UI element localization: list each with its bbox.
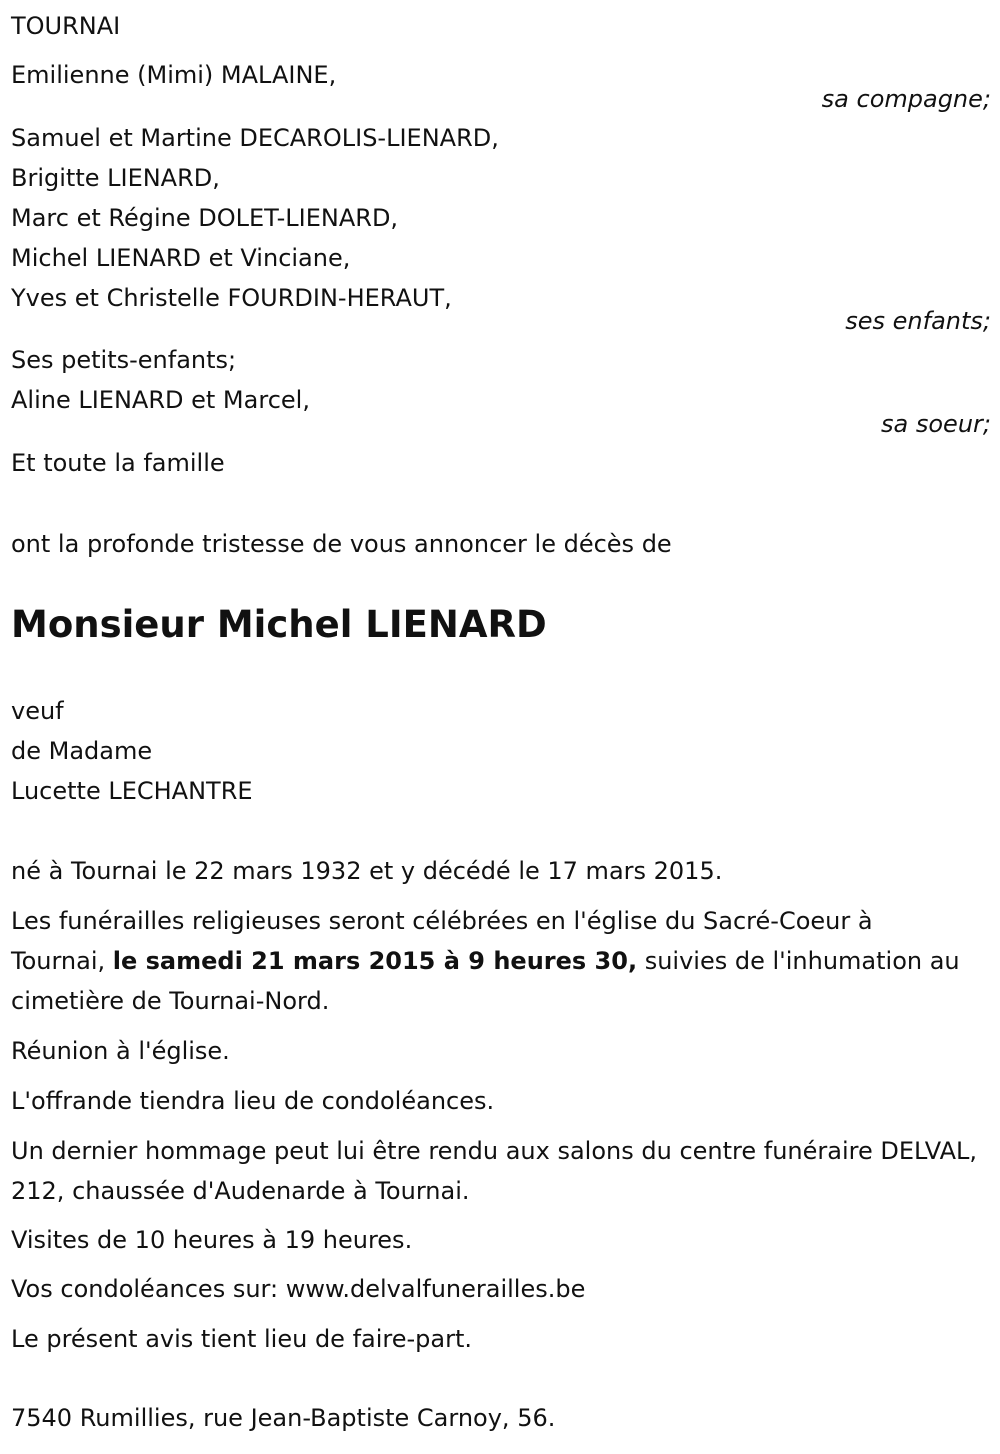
widower-line: de Madame [11,737,153,765]
sister-name: Aline LIENARD et Marcel, [11,386,310,414]
address-line: 7540 Rumillies, rue Jean-Baptiste Carnoy, 56. [11,1404,556,1432]
all-family-line: Et toute la famille [11,449,225,477]
note-item: Un dernier hommage peut lui être rendu aux salons du centre funéraire DELVAL, 212, chaussée d'Audenarde à Tournai. [11,1137,978,1205]
child-item: Marc et Régine DOLET-LIENARD, [11,204,399,232]
child-item: Michel LIENARD et Vinciane, [11,244,351,272]
birth-death-line: né à Tournai le 22 mars 1932 et y décédé le 17 mars 2015. [11,857,723,885]
child-item: Yves et Christelle FOURDIN-HERAUT, [11,284,452,312]
child-item: Samuel et Martine DECAROLIS-LIENARD, [11,124,499,152]
widower-block [11,691,253,811]
funeral-date-time: le samedi 21 mars 2015 à 9 heures 30, [112,947,638,975]
condolences-link-line: Vos condoléances sur: www.delvalfunerailles.be [11,1275,586,1303]
note-item: L'offrande tiendra lieu de condoléances. [11,1087,495,1115]
deceased-name: Monsieur Michel LIENARD [11,603,547,646]
city-heading: TOURNAI [11,12,121,40]
funeral-paragraph [11,901,971,1021]
sister-role: sa soeur; [881,410,991,438]
widower-line: Lucette LECHANTRE [11,777,253,805]
children-role: ses enfants; [845,307,991,335]
funeral-text-before: Les funérailles religieuses seront célébrées en l'église du Sacré-Coeur à Tournai, [11,907,873,975]
companion-name: Emilienne (Mimi) MALAINE, [11,61,337,89]
note-item: Le présent avis tient lieu de faire-part. [11,1325,473,1353]
grandchildren-line: Ses petits-enfants; [11,346,237,374]
widower-line: veuf [11,697,64,725]
funeral-text-after: suivies de l'inhumation au cimetière de Tournai-Nord. [11,947,960,1015]
note-item: Visites de 10 heures à 19 heures. [11,1226,413,1254]
companion-role: sa compagne; [821,85,991,113]
children-list [11,118,499,318]
announcement-line: ont la profonde tristesse de vous annoncer le décès de [11,530,672,558]
note-item: Réunion à l'église. [11,1037,230,1065]
child-item: Brigitte LIENARD, [11,164,220,192]
